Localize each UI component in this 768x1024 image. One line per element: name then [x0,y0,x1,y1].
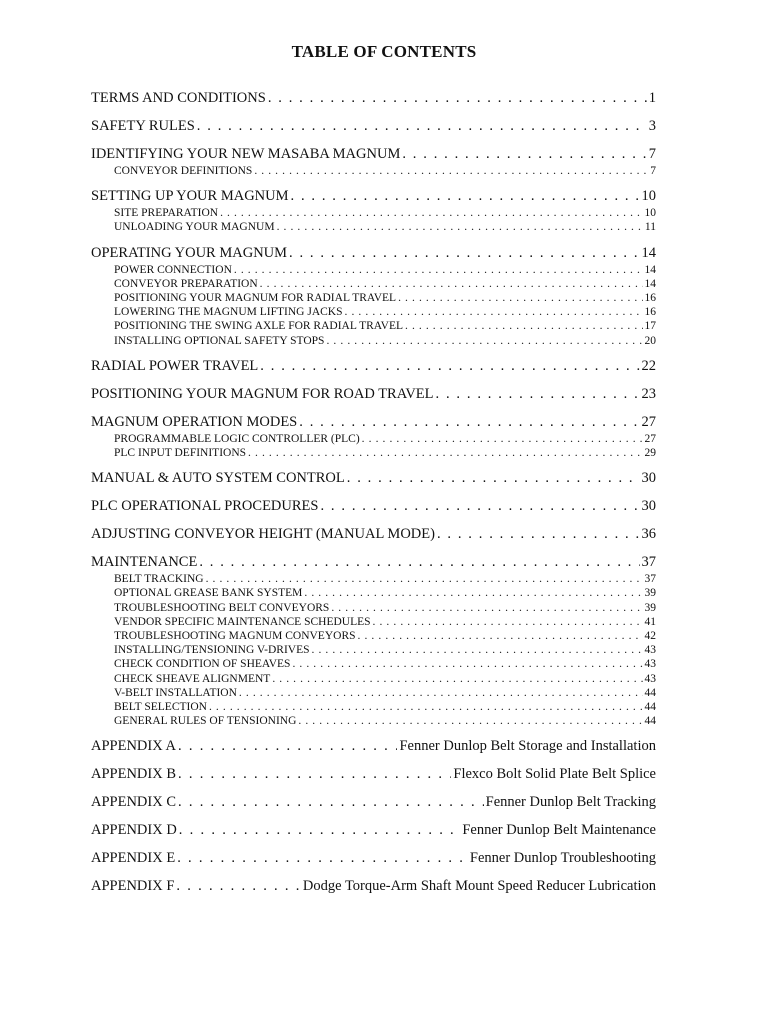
toc-entry [91,552,656,572]
toc-subentry-page: 39 [644,587,656,600]
toc-entry-page: 27 [641,413,656,430]
toc-entry-label: MAGNUM OPERATION MODES [91,413,298,430]
toc-subentry-page: 27 [644,432,656,445]
dot-leader [304,586,642,600]
appendix-entry [91,876,656,896]
toc-subentry-label: CHECK SHEAVE ALIGNMENT [114,672,271,685]
toc-entry [91,144,656,164]
toc-subentry [91,601,656,615]
toc-entry-page: 23 [641,385,656,402]
toc-entry-page: 22 [641,357,656,374]
toc-subentry-page: 43 [644,672,656,685]
toc-entry-page: 30 [641,470,656,487]
toc-subentry [91,672,656,686]
dot-leader [312,643,643,657]
toc-subentry-page: 10 [644,207,656,220]
toc-subentry-page: 37 [644,573,656,586]
appendix-entry-page: Dodge Torque-Arm Shaft Mount Speed Reducer Lubrication [302,878,656,895]
dot-leader [291,186,640,206]
toc-entry [91,384,656,404]
appendix-entry-page: Fenner Dunlop Belt Storage and Installation [399,738,656,755]
appendix-entry [91,792,656,812]
toc-subentry-page: 29 [644,447,656,460]
dot-leader [345,305,643,319]
toc-subentry-label: TROUBLESHOOTING MAGNUM CONVEYORS [114,630,356,643]
toc-subentry-page: 44 [644,701,656,714]
toc-subentry [91,291,656,305]
toc-subentry-page: 39 [644,601,656,614]
toc-subentry-label: GENERAL RULES OF TENSIONING [114,715,297,728]
toc-entry-label: IDENTIFYING YOUR NEW MASABA MAGNUM [91,146,401,162]
dot-leader [260,277,643,291]
toc-subentry [91,643,656,657]
dot-leader [209,700,643,714]
appendix-entry-page: Fenner Dunlop Troubleshooting [469,850,656,867]
toc-subentry-label: SITE PREPARATION [114,207,219,220]
toc-subentry-page: 42 [644,630,656,643]
dot-leader [373,615,643,629]
dot-leader [197,116,647,136]
toc-entry [91,356,656,376]
toc-subentry-page: 16 [644,306,656,319]
toc-entry [91,468,656,488]
toc-subentry [91,629,656,643]
toc-subentry-label: PLC INPUT DEFINITIONS [114,447,247,460]
toc-subentry-label: OPTIONAL GREASE BANK SYSTEM [114,587,303,600]
appendix-entry [91,764,656,784]
toc-subentry-label: PROGRAMMABLE LOGIC CONTROLLER (PLC) [114,432,360,445]
toc-subentry-label: VENDOR SPECIFIC MAINTENANCE SCHEDULES [114,615,371,628]
toc-entry [91,412,656,432]
dot-leader [199,552,639,572]
dot-leader [436,384,640,404]
table-of-contents [91,88,656,896]
toc-subentry-label: LOWERING THE MAGNUM LIFTING JACKS [114,306,343,319]
toc-subentry-page: 11 [644,221,656,234]
toc-entry-label: MANUAL & AUTO SYSTEM CONTROL [91,470,345,487]
toc-entry-page: 1 [648,90,656,106]
appendix-entry-page: Flexco Bolt Solid Plate Belt Splice [453,766,656,783]
toc-entry-label: OPERATING YOUR MAGNUM [91,244,288,261]
toc-subentry-label: CONVEYOR DEFINITIONS [114,165,253,177]
dot-leader [272,672,642,686]
toc-subentry-label: UNLOADING YOUR MAGNUM [114,221,275,234]
toc-subentry [91,700,656,714]
toc-subentry [91,686,656,700]
dot-leader [254,164,648,178]
dot-leader [358,629,643,643]
toc-subentry-page: 17 [644,320,656,333]
dot-leader [405,319,643,333]
toc-subentry-label: CHECK CONDITION OF SHEAVES [114,658,291,671]
dot-leader [299,412,639,432]
toc-entry-page: 3 [648,118,656,134]
toc-entry-label: TERMS AND CONDITIONS [91,90,266,106]
toc-subentry-label: POWER CONNECTION [114,263,232,276]
toc-subentry-page: 7 [650,165,656,177]
toc-entry [91,186,656,206]
toc-subentry [91,263,656,277]
dot-leader [347,468,640,488]
dot-leader [277,220,643,234]
toc-subentry [91,206,656,220]
toc-entry-label: SETTING UP YOUR MAGNUM [91,188,289,205]
toc-subentry-label: TROUBLESHOOTING BELT CONVEYORS [114,601,330,614]
appendix-entry [91,736,656,756]
toc-entry-label: PLC OPERATIONAL PROCEDURES [91,498,319,515]
toc-subentry-page: 14 [644,277,656,290]
toc-subentry [91,446,656,460]
toc-subentry [91,657,656,671]
dot-leader [320,496,639,516]
toc-entry-page: 36 [641,526,656,543]
toc-entry-label: POSITIONING YOUR MAGNUM FOR ROAD TRAVEL [91,385,434,402]
toc-entry [91,496,656,516]
dot-leader [292,657,642,671]
appendix-entry-page: Fenner Dunlop Belt Tracking [485,794,656,811]
dot-leader [179,820,461,840]
toc-entry [91,116,656,136]
dot-leader [234,263,643,277]
appendix-entry-label: APPENDIX E [91,850,176,867]
appendix-entry-label: APPENDIX A [91,738,176,755]
appendix-entry-label: APPENDIX C [91,794,176,811]
toc-subentry-label: BELT SELECTION [114,701,207,714]
toc-subentry-page: 14 [644,263,656,276]
toc-entry-label: RADIAL POWER TRAVEL [91,357,259,374]
toc-subentry-page: 16 [644,292,656,305]
toc-subentry-label: V-BELT INSTALLATION [114,686,237,699]
toc-entry-page: 10 [641,188,656,205]
toc-entry-page: 7 [648,146,656,162]
toc-entry [91,524,656,544]
toc-subentry [91,164,656,178]
dot-leader [362,432,643,446]
toc-subentry [91,714,656,728]
toc-subentry-page: 44 [644,715,656,728]
toc-subentry [91,277,656,291]
toc-subentry-label: CONVEYOR PREPARATION [114,277,258,290]
toc-subentry-page: 44 [644,686,656,699]
appendix-entry-label: APPENDIX D [91,822,177,839]
toc-subentry-page: 20 [644,334,656,347]
toc-subentry [91,615,656,629]
appendix-entry-page: Fenner Dunlop Belt Maintenance [462,822,656,839]
dot-leader [402,144,646,164]
dot-leader [326,334,642,348]
toc-entry-label: ADJUSTING CONVEYOR HEIGHT (MANUAL MODE) [91,526,435,543]
toc-subentry [91,572,656,586]
dot-leader [289,243,639,263]
toc-subentry-page: 41 [644,615,656,628]
dot-leader [178,792,484,812]
dot-leader [437,524,640,544]
toc-subentry-label: INSTALLING OPTIONAL SAFETY STOPS [114,334,325,347]
toc-subentry-label: INSTALLING/TENSIONING V-DRIVES [114,644,310,657]
toc-entry-page: 37 [641,554,656,571]
toc-subentry [91,305,656,319]
toc-subentry [91,334,656,348]
dot-leader [206,572,643,586]
toc-entry [91,88,656,108]
dot-leader [298,714,642,728]
toc-subentry [91,586,656,600]
dot-leader [331,601,642,615]
dot-leader [268,88,647,108]
toc-subentry [91,319,656,333]
toc-subentry-page: 43 [644,658,656,671]
toc-subentry-label: POSITIONING THE SWING AXLE FOR RADIAL TRAVEL [114,320,403,333]
dot-leader [239,686,643,700]
toc-entry-page: 14 [641,244,656,261]
dot-leader [178,764,451,784]
toc-entry-label: MAINTENANCE [91,554,198,571]
dot-leader [398,291,642,305]
toc-entry-label: SAFETY RULES [91,118,195,134]
appendix-entry-label: APPENDIX B [91,766,176,783]
toc-subentry-label: BELT TRACKING [114,573,204,586]
toc-subentry-label: POSITIONING YOUR MAGNUM FOR RADIAL TRAVEL [114,292,397,305]
toc-entry [91,243,656,263]
dot-leader [178,736,397,756]
toc-subentry [91,432,656,446]
dot-leader [248,446,642,460]
dot-leader [177,848,468,868]
dot-leader [176,876,301,896]
toc-entry-page: 30 [641,498,656,515]
appendix-entry [91,848,656,868]
toc-subentry-page: 43 [644,644,656,657]
dot-leader [220,206,642,220]
toc-subentry [91,220,656,234]
appendix-entry [91,820,656,840]
page-title: TABLE OF CONTENTS [291,42,477,61]
dot-leader [260,356,639,376]
appendix-entry-label: APPENDIX F [91,878,175,895]
